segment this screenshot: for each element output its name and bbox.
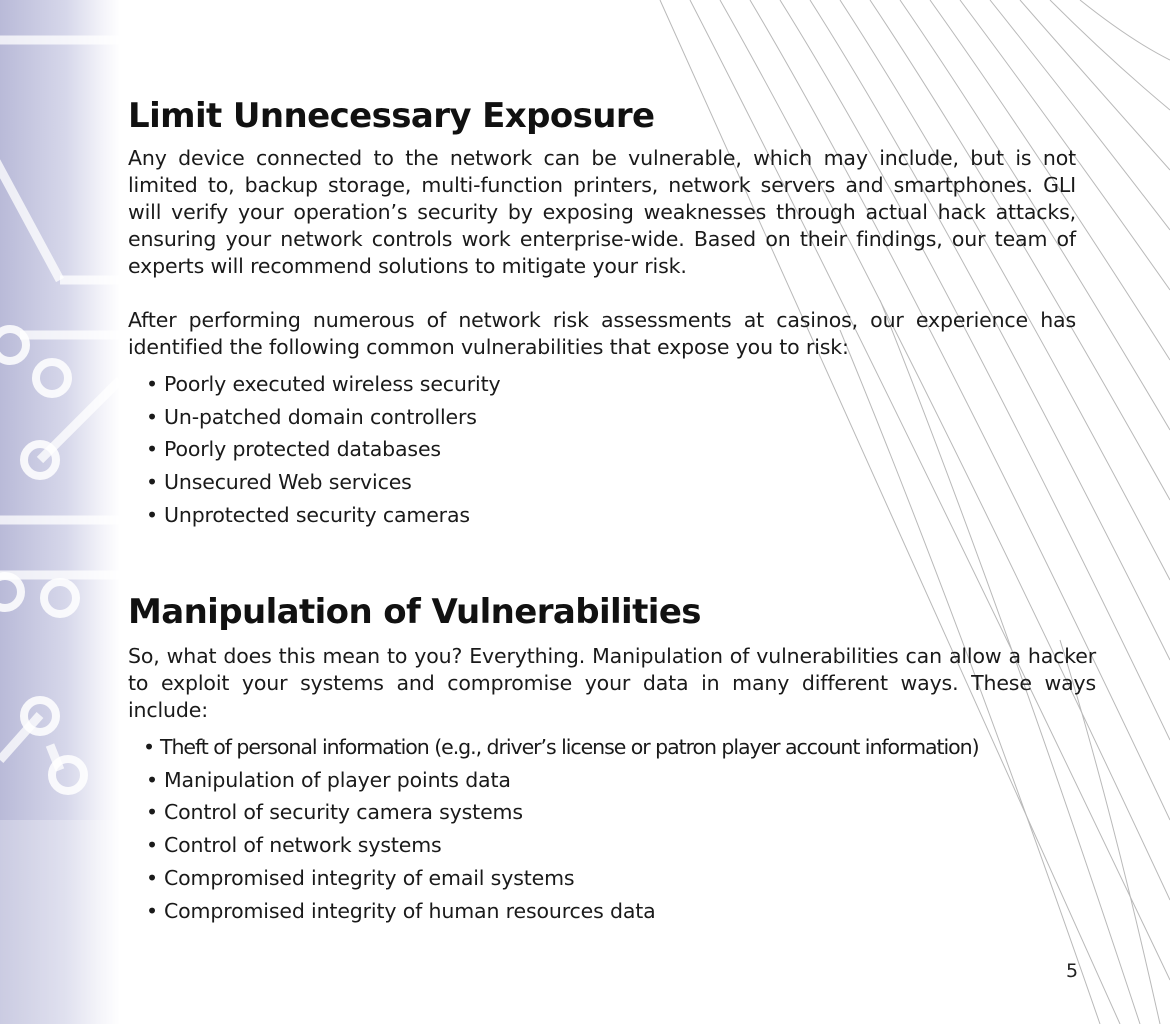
manipulation-paragraph: So, what does this mean to you? Everything. Manipulation of vulnerabilities can allow a hacker to exploit your systems and compromise your data in many different ways. These ways include: [128, 644, 1096, 722]
list-item: • Manipulation of player points data [128, 764, 979, 797]
bullet-icon: • [146, 833, 158, 858]
section-heading-manipulation: Manipulation of Vulnerabilities [128, 592, 701, 632]
bullet-icon: • [142, 735, 154, 759]
exploit-ways-list [128, 731, 979, 927]
exposure-paragraph-2: After performing numerous of network risk assessments at casinos, our experience has identified the following common vulnerabilities that expose you to risk: [128, 308, 1076, 359]
bullet-icon: • [146, 865, 158, 890]
bullet-icon: • [146, 404, 158, 429]
bullet-icon: • [146, 767, 158, 792]
page-number: 5 [1066, 960, 1079, 982]
bullet-icon: • [146, 470, 158, 495]
section-heading-exposure: Limit Unnecessary Exposure [128, 96, 655, 136]
list-item: • Compromised integrity of email systems [128, 862, 979, 895]
list-item: • Compromised integrity of human resources data [128, 895, 979, 928]
list-item: • Unprotected security cameras [128, 499, 500, 532]
list-item: • Unsecured Web services [128, 466, 500, 499]
list-item: • Un-patched domain controllers [128, 401, 500, 434]
list-item: • Poorly executed wireless security [128, 368, 500, 401]
exposure-paragraph-1: Any device connected to the network can be vulnerable, which may include, but is not limited to, backup storage, multi-function printers, network servers and smartphones. GLI will verify your operation’s security by exposing weaknesses through actual hack attacks, ensuring your network controls work enterprise-wide. Based on their findings, our team of experts will recommend solutions to mitigate your risk. [128, 146, 1076, 278]
list-item: • Theft of personal information (e.g., driver’s license or patron player account information) [128, 731, 979, 764]
bullet-icon: • [146, 800, 158, 825]
bullet-icon: • [146, 898, 158, 923]
list-item: • Poorly protected databases [128, 433, 500, 466]
list-item: • Control of network systems [128, 829, 979, 862]
vulnerabilities-list [128, 368, 500, 532]
bullet-icon: • [146, 437, 158, 462]
list-item: • Control of security camera systems [128, 796, 979, 829]
bullet-icon: • [146, 372, 158, 396]
bullet-icon: • [146, 502, 158, 527]
